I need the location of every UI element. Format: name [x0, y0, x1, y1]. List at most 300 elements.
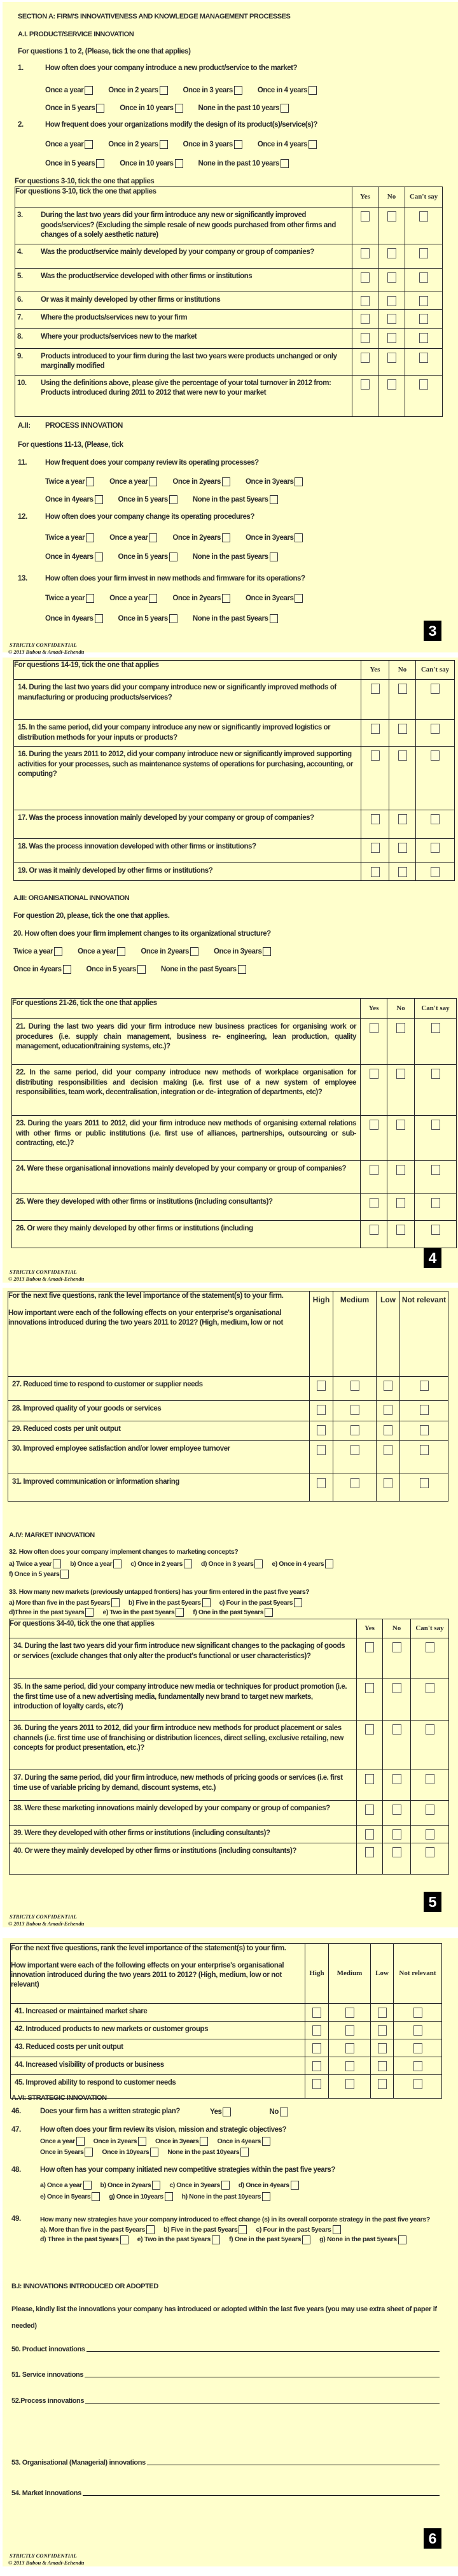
checkbox[interactable] [281, 104, 289, 113]
checkbox[interactable] [333, 2225, 341, 2234]
checkbox[interactable] [371, 843, 380, 853]
checkbox-option[interactable] [258, 140, 317, 149]
checkbox[interactable] [431, 1069, 440, 1079]
checkbox[interactable] [413, 2025, 422, 2036]
checkbox[interactable] [378, 2079, 387, 2089]
checkbox-option[interactable] [130, 1559, 192, 1568]
checkbox-option[interactable] [109, 477, 157, 486]
checkbox[interactable] [95, 614, 103, 623]
checkbox[interactable] [420, 1425, 429, 1435]
checkbox[interactable] [371, 814, 380, 824]
checkbox[interactable] [398, 724, 407, 734]
question-text-wrap [10, 1826, 356, 1842]
checkbox[interactable] [150, 2148, 158, 2157]
checkbox-option[interactable] [118, 495, 177, 504]
checkbox[interactable] [392, 1829, 401, 1840]
checkbox-option[interactable] [109, 2192, 172, 2201]
checkbox[interactable] [392, 1805, 401, 1815]
checkbox[interactable] [396, 1120, 405, 1130]
checkbox-option[interactable] [101, 2181, 161, 2190]
checkbox[interactable] [384, 1381, 392, 1391]
checkbox[interactable] [270, 495, 278, 504]
checkbox-option[interactable] [217, 2137, 270, 2146]
checkbox[interactable] [295, 533, 303, 542]
checkbox[interactable] [85, 140, 93, 149]
checkbox[interactable] [392, 1683, 401, 1693]
checkbox[interactable] [86, 594, 94, 603]
checkbox[interactable] [398, 2235, 406, 2244]
checkbox[interactable] [85, 86, 93, 95]
checkbox-option[interactable] [40, 2137, 85, 2146]
checkbox[interactable] [309, 140, 317, 149]
checkbox[interactable] [396, 1198, 405, 1208]
checkbox[interactable] [431, 684, 440, 694]
checkbox[interactable] [365, 1724, 374, 1735]
answer-cell-can-t-say [405, 244, 443, 268]
checkbox[interactable] [309, 86, 317, 95]
question-cell [10, 1638, 357, 1679]
checkbox[interactable] [426, 1774, 434, 1784]
checkbox-option[interactable] [13, 947, 62, 956]
fill-in-line[interactable] [85, 2403, 440, 2404]
checkbox[interactable] [371, 750, 380, 761]
checkbox[interactable] [371, 867, 380, 877]
checkbox[interactable] [190, 947, 198, 956]
checkbox-option[interactable] [120, 104, 183, 113]
checkbox[interactable] [419, 333, 428, 343]
checkbox[interactable] [431, 1120, 440, 1130]
checkbox[interactable] [426, 1805, 434, 1815]
checkbox[interactable] [222, 533, 230, 542]
checkbox-option[interactable] [246, 594, 303, 603]
checkbox[interactable] [365, 1683, 374, 1693]
checkbox[interactable] [175, 159, 183, 168]
checkbox[interactable] [345, 2025, 354, 2036]
answer-cell-yes [361, 1221, 387, 1248]
checkbox[interactable] [396, 1225, 405, 1235]
checkbox[interactable] [361, 333, 370, 343]
checkbox[interactable] [387, 211, 396, 222]
checkbox[interactable] [378, 2008, 387, 2018]
checkbox[interactable] [146, 2225, 155, 2234]
checkbox[interactable] [398, 750, 407, 761]
checkbox[interactable] [398, 867, 407, 877]
checkbox[interactable] [96, 159, 104, 168]
checkbox[interactable] [370, 1023, 378, 1033]
checkbox[interactable] [384, 1405, 392, 1415]
checkbox-option[interactable] [193, 1608, 273, 1617]
checkbox[interactable] [317, 1478, 326, 1488]
checkbox[interactable] [345, 2008, 354, 2018]
checkbox[interactable] [420, 1405, 429, 1415]
checkbox[interactable] [262, 2137, 270, 2146]
checkbox[interactable] [165, 2192, 173, 2201]
checkbox[interactable] [392, 1847, 401, 1857]
checkbox-option[interactable] [256, 2225, 340, 2235]
checkbox-option[interactable] [193, 495, 278, 504]
checkbox[interactable] [361, 211, 370, 222]
checkbox[interactable] [312, 2043, 321, 2053]
checkbox[interactable] [387, 296, 396, 306]
checkbox-option[interactable] [45, 104, 104, 113]
checkbox-option[interactable] [70, 1559, 121, 1568]
checkbox-option[interactable] [118, 614, 177, 623]
checkbox[interactable] [149, 594, 157, 603]
checkbox[interactable] [281, 159, 289, 168]
checkbox[interactable] [291, 2181, 299, 2190]
checkbox[interactable] [371, 684, 380, 694]
checkbox[interactable] [361, 314, 370, 324]
checkbox-option[interactable] [272, 1559, 333, 1568]
checkbox[interactable] [92, 2192, 100, 2201]
checkbox[interactable] [137, 965, 146, 974]
checkbox[interactable] [160, 86, 168, 95]
checkbox-option[interactable] [163, 2225, 247, 2235]
checkbox[interactable] [222, 594, 230, 603]
checkbox-option[interactable] [120, 159, 183, 168]
checkbox[interactable] [371, 724, 380, 734]
checkbox-option[interactable] [94, 2137, 146, 2146]
checkbox[interactable] [234, 140, 242, 149]
checkbox[interactable] [420, 1445, 429, 1455]
checkbox[interactable] [384, 1425, 392, 1435]
checkbox-option[interactable] [102, 1608, 184, 1617]
checkbox-option[interactable] [169, 2181, 229, 2190]
checkbox[interactable] [365, 1829, 374, 1840]
option-label: g) Once in 10years [109, 2193, 163, 2200]
checkbox[interactable] [426, 1683, 434, 1693]
checkbox[interactable] [325, 1559, 333, 1568]
checkbox-option[interactable] [155, 2137, 208, 2146]
checkbox[interactable] [392, 1724, 401, 1735]
checkbox-option[interactable] [269, 2108, 288, 2116]
checkbox[interactable] [361, 353, 370, 363]
checkbox-option[interactable] [183, 140, 242, 149]
checkbox[interactable] [426, 1724, 434, 1735]
checkbox-option[interactable] [45, 140, 93, 149]
checkbox[interactable] [365, 1847, 374, 1857]
checkbox[interactable] [345, 2043, 354, 2053]
checkbox[interactable] [317, 1445, 326, 1455]
checkbox[interactable] [222, 477, 230, 486]
checkbox[interactable] [111, 1598, 120, 1607]
checkbox[interactable] [370, 1198, 378, 1208]
checkbox[interactable] [138, 2137, 146, 2146]
checkbox-option[interactable] [45, 495, 103, 504]
checkbox[interactable] [295, 477, 303, 486]
fill-in-line[interactable] [87, 2351, 440, 2352]
checkbox-option[interactable] [219, 1598, 303, 1607]
checkbox[interactable] [431, 843, 440, 853]
checkbox[interactable] [312, 2079, 321, 2089]
checkbox-option[interactable] [172, 533, 230, 542]
checkbox-option[interactable] [45, 533, 94, 542]
checkbox[interactable] [419, 272, 428, 283]
checkbox[interactable] [396, 1165, 405, 1175]
checkbox[interactable] [431, 1198, 440, 1208]
checkbox[interactable] [83, 2181, 92, 2190]
table-row [15, 309, 443, 328]
checkbox[interactable] [387, 248, 396, 258]
checkbox[interactable] [426, 1829, 434, 1840]
checkbox[interactable] [431, 814, 440, 824]
checkbox[interactable] [312, 2061, 321, 2071]
checkbox[interactable] [413, 2061, 422, 2071]
checkbox[interactable] [387, 333, 396, 343]
checkbox[interactable] [370, 1120, 378, 1130]
options-row [9, 1598, 302, 1607]
checkbox[interactable] [270, 614, 278, 623]
checkbox[interactable] [398, 684, 407, 694]
checkbox[interactable] [387, 379, 396, 390]
checkbox[interactable] [350, 1445, 359, 1455]
checkbox-option[interactable] [9, 1559, 61, 1568]
checkbox[interactable] [262, 2192, 270, 2201]
option-label: None in the past 5years [192, 615, 268, 623]
checkbox[interactable] [280, 2108, 288, 2116]
checkbox[interactable] [63, 965, 71, 974]
checkbox[interactable] [370, 1069, 378, 1079]
checkbox[interactable] [398, 814, 407, 824]
checkbox[interactable] [169, 553, 177, 561]
checkbox[interactable] [254, 1559, 263, 1568]
checkbox[interactable] [294, 1598, 302, 1607]
option-label: b) Five in the past 5years [163, 2225, 238, 2234]
checkbox-option[interactable] [161, 965, 246, 974]
checkbox[interactable] [350, 1425, 359, 1435]
checkbox-option[interactable] [9, 1570, 69, 1579]
answer-cell-yes [361, 1065, 387, 1116]
checkbox[interactable] [396, 1023, 405, 1033]
checkbox[interactable] [370, 1165, 378, 1175]
checkbox[interactable] [431, 1023, 440, 1033]
checkbox[interactable] [378, 2043, 387, 2053]
checkbox[interactable] [221, 2181, 230, 2190]
checkbox[interactable] [392, 1774, 401, 1784]
checkbox-option[interactable] [141, 947, 198, 956]
checkbox[interactable] [392, 1642, 401, 1652]
checkbox[interactable] [384, 1478, 392, 1488]
checkbox[interactable] [398, 843, 407, 853]
checkbox-option[interactable] [201, 1559, 263, 1568]
checkbox-option[interactable] [193, 614, 278, 623]
checkbox-option[interactable] [229, 2235, 310, 2245]
checkbox-option[interactable] [45, 86, 93, 95]
checkbox[interactable] [175, 104, 183, 113]
checkbox[interactable] [200, 2137, 208, 2146]
checkbox[interactable] [365, 1642, 374, 1652]
checkbox[interactable] [426, 1642, 434, 1652]
checkbox[interactable] [431, 1165, 440, 1175]
checkbox[interactable] [387, 353, 396, 363]
checkbox[interactable] [431, 750, 440, 761]
checkbox[interactable] [413, 2043, 422, 2053]
fill-in-field[interactable] [11, 2346, 440, 2353]
checkbox[interactable] [350, 1381, 359, 1391]
checkbox-option[interactable] [40, 2225, 155, 2235]
checkbox[interactable] [419, 296, 428, 306]
checkbox[interactable] [431, 1225, 440, 1235]
checkbox[interactable] [85, 2148, 93, 2157]
checkbox[interactable] [212, 2235, 220, 2244]
checkbox[interactable] [420, 1381, 429, 1391]
checkbox[interactable] [384, 1445, 392, 1455]
checkbox[interactable] [361, 379, 370, 390]
checkbox[interactable] [419, 248, 428, 258]
checkbox[interactable] [113, 1559, 121, 1568]
checkbox[interactable] [431, 867, 440, 877]
checkbox-option[interactable] [118, 553, 177, 561]
checkbox[interactable] [96, 104, 104, 113]
checkbox[interactable] [238, 965, 246, 974]
checkbox[interactable] [361, 248, 370, 258]
checkbox-option[interactable] [9, 1598, 120, 1607]
checkbox[interactable] [239, 2225, 247, 2234]
checkbox[interactable] [263, 947, 271, 956]
checkbox[interactable] [387, 272, 396, 283]
checkbox-option[interactable] [40, 2148, 93, 2157]
checkbox-option[interactable] [9, 1608, 94, 1617]
question-number: 2. [18, 121, 24, 129]
checkbox[interactable] [86, 533, 94, 542]
checkbox[interactable] [85, 1608, 94, 1617]
checkbox[interactable] [76, 2137, 85, 2146]
checkbox[interactable] [350, 1478, 359, 1488]
checkbox-option[interactable] [198, 104, 289, 113]
checkbox[interactable] [95, 553, 103, 561]
question-number: 48. [11, 2166, 21, 2174]
checkbox-option[interactable] [246, 477, 303, 486]
checkbox[interactable] [361, 272, 370, 283]
checkbox-option[interactable] [40, 2192, 100, 2201]
checkbox[interactable] [350, 1405, 359, 1415]
checkbox-option[interactable] [193, 553, 278, 561]
checkbox[interactable] [370, 1225, 378, 1235]
checkbox[interactable] [317, 1425, 326, 1435]
fill-in-field[interactable] [11, 2489, 440, 2497]
checkbox-option[interactable] [45, 159, 104, 168]
checkbox[interactable] [419, 379, 428, 390]
checkbox[interactable] [295, 594, 303, 603]
checkbox[interactable] [152, 2181, 160, 2190]
checkbox[interactable] [396, 1069, 405, 1079]
checkbox[interactable] [117, 947, 125, 956]
fill-in-line[interactable] [83, 2495, 440, 2496]
checkbox[interactable] [149, 533, 157, 542]
checkbox[interactable] [312, 2008, 321, 2018]
checkbox-option[interactable] [87, 965, 146, 974]
fill-in-field[interactable] [11, 2397, 440, 2405]
checkbox-option[interactable] [109, 594, 157, 603]
checkbox[interactable] [54, 947, 62, 956]
checkbox[interactable] [169, 614, 177, 623]
checkbox-option[interactable] [198, 159, 289, 168]
checkbox[interactable] [345, 2079, 354, 2089]
checkbox-option[interactable] [45, 553, 103, 561]
checkbox-option[interactable] [172, 594, 230, 603]
question-text: Using the definitions above, please give the percentage of your total turnover in 2012 from: Products introduced during 2011 to 2012 that were new to your market [41, 379, 331, 397]
checkbox[interactable] [240, 2148, 249, 2157]
checkbox-option[interactable] [182, 2192, 270, 2201]
checkbox-option[interactable] [45, 614, 103, 623]
table-instruction [14, 661, 361, 680]
checkbox[interactable] [413, 2079, 422, 2089]
checkbox-option[interactable] [319, 2235, 406, 2245]
checkbox-option[interactable] [108, 140, 167, 149]
checkbox[interactable] [317, 1405, 326, 1415]
checkbox-option[interactable] [128, 1598, 211, 1607]
checkbox[interactable] [234, 86, 242, 95]
checkbox-option[interactable] [167, 2148, 249, 2157]
checkbox[interactable] [431, 724, 440, 734]
checkbox[interactable] [149, 477, 157, 486]
checkbox-option[interactable] [78, 947, 125, 956]
checkbox[interactable] [378, 2025, 387, 2036]
checkbox[interactable] [312, 2025, 321, 2036]
fill-in-field[interactable] [11, 2371, 440, 2379]
checkbox[interactable] [184, 1559, 192, 1568]
checkbox[interactable] [426, 1847, 434, 1857]
answer-cell-high [305, 2057, 329, 2075]
checkbox[interactable] [361, 296, 370, 306]
checkbox[interactable] [302, 2235, 310, 2244]
checkbox-option[interactable] [183, 86, 242, 95]
checkbox[interactable] [378, 2061, 387, 2071]
checkbox[interactable] [387, 314, 396, 324]
checkbox[interactable] [86, 477, 94, 486]
checkbox[interactable] [345, 2061, 354, 2071]
checkbox-option[interactable] [45, 594, 94, 603]
checkbox[interactable] [53, 1559, 61, 1568]
checkbox[interactable] [95, 495, 103, 504]
checkbox-option[interactable] [258, 86, 317, 95]
checkbox[interactable] [419, 353, 428, 363]
checkbox-option[interactable] [239, 2181, 299, 2190]
checkbox[interactable] [202, 1598, 211, 1607]
checkbox[interactable] [365, 1805, 374, 1815]
checkbox-option[interactable] [108, 86, 167, 95]
checkbox-option[interactable] [137, 2235, 220, 2245]
checkbox[interactable] [120, 2235, 128, 2244]
checkbox-option[interactable] [109, 533, 157, 542]
fill-in-field[interactable] [11, 2459, 440, 2467]
checkbox[interactable] [317, 1381, 326, 1391]
checkbox[interactable] [169, 495, 177, 504]
checkbox-option[interactable] [102, 2148, 158, 2157]
checkbox-option[interactable] [13, 965, 71, 974]
checkbox-option[interactable] [40, 2181, 92, 2190]
checkbox[interactable] [365, 1774, 374, 1784]
checkbox-option[interactable] [214, 947, 272, 956]
checkbox-option[interactable] [246, 533, 303, 542]
checkbox[interactable] [160, 140, 168, 149]
checkbox[interactable] [270, 553, 278, 561]
checkbox[interactable] [413, 2008, 422, 2018]
checkbox[interactable] [60, 1570, 69, 1579]
checkbox[interactable] [419, 314, 428, 324]
checkbox-option[interactable] [40, 2235, 128, 2245]
checkbox-option[interactable] [45, 477, 94, 486]
checkbox-option[interactable] [172, 477, 230, 486]
checkbox[interactable] [223, 2108, 231, 2116]
checkbox-option[interactable] [210, 2108, 231, 2116]
checkbox[interactable] [176, 1608, 184, 1617]
copyright-notice: © 2013 Bubou & Amadi-Echendu [8, 1276, 85, 1282]
checkbox[interactable] [420, 1478, 429, 1488]
checkbox[interactable] [419, 211, 428, 222]
column-header-can-t-say: Can't say [416, 661, 455, 680]
checkbox[interactable] [265, 1608, 273, 1617]
